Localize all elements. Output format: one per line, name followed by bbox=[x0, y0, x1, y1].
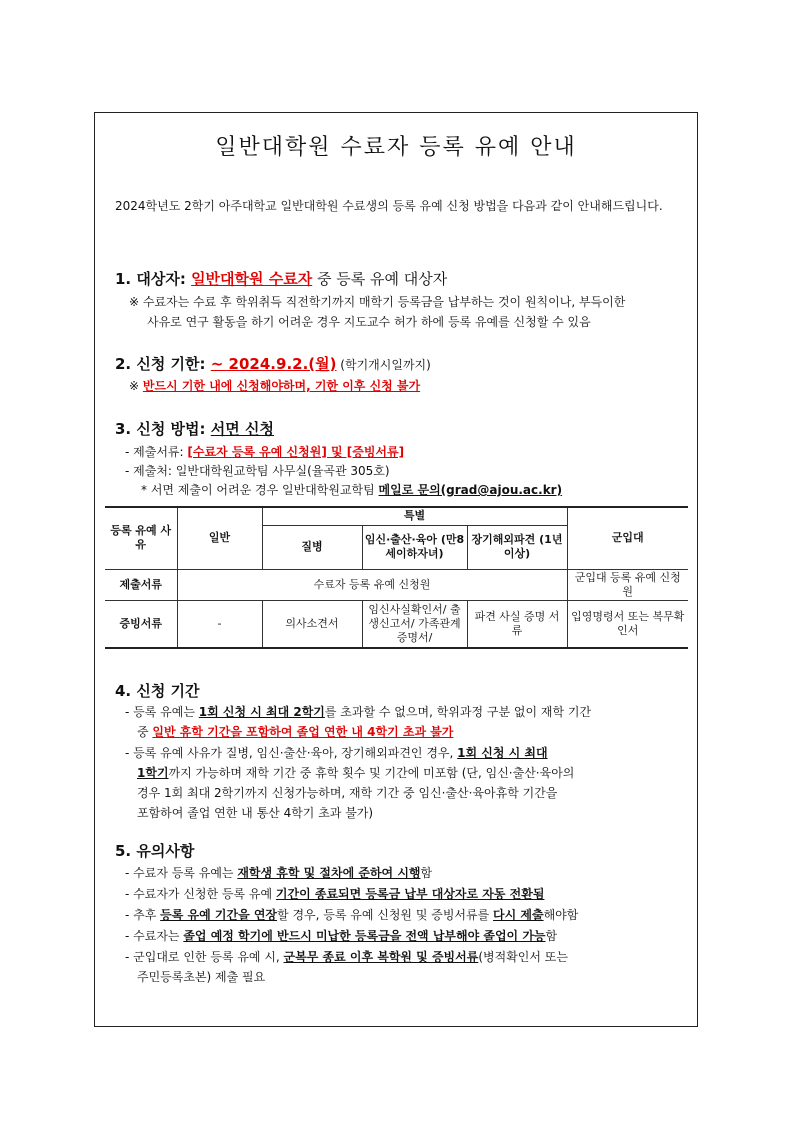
notice-frame bbox=[94, 112, 698, 1027]
section-5-heading: 5. 유의사항 bbox=[115, 842, 195, 860]
period-line-2 bbox=[137, 724, 453, 740]
section-1-note-2: 사유로 연구 활동을 하기 어려운 경우 지도교수 허가 하에 등록 유예를 신청할 수 있음 bbox=[147, 315, 591, 329]
section-1-label: 1. 대상자: bbox=[115, 270, 192, 288]
caution-2-b: 기간이 종료되면 등록금 납부 대상자로 자동 전환됨 bbox=[275, 887, 545, 901]
period-text-c: 를 초과할 수 없으며, 학위과정 구분 없이 재학 기간 bbox=[324, 705, 592, 719]
period-line-6: 포함하여 졸업 연한 내 통산 4학기 초과 불가) bbox=[137, 806, 374, 820]
row-proof-pregnancy: 임신사실확인서/ 출생신고서/ 가족관계증명서/ bbox=[362, 600, 467, 648]
page-title: 일반대학원 수료자 등록 유예 안내 bbox=[215, 135, 577, 160]
caution-3 bbox=[125, 907, 578, 923]
section-1-rest: 중 등록 유예 대상자 bbox=[312, 270, 448, 288]
caution-4-a: - 수료자는 bbox=[125, 929, 184, 943]
period-text-a: - 등록 유예는 bbox=[125, 705, 199, 719]
docs-label: - 제출서류: bbox=[125, 445, 188, 459]
row-submit-label: 제출서류 bbox=[105, 569, 177, 600]
header-abroad: 장기해외파견 (1년이상) bbox=[467, 525, 567, 569]
section-1-target: 일반대학원 수료자 bbox=[191, 270, 313, 288]
section-2-warning bbox=[129, 378, 420, 394]
header-special: 특별 bbox=[262, 507, 567, 525]
header-illness: 질병 bbox=[262, 525, 362, 569]
header-pregnancy: 임신·출산·육아 (만8세이하자녀) bbox=[362, 525, 467, 569]
intro-text: 2024학년도 2학기 아주대학교 일반대학원 수료생의 등록 유예 신청 방법을 다음과 같이 안내해드립니다. bbox=[115, 199, 663, 213]
row-proof-military: 입영명령서 또는 복무확인서 bbox=[567, 600, 688, 648]
caution-3-b: 등록 유예 기간을 연장 bbox=[160, 908, 278, 922]
section-3-heading bbox=[115, 419, 274, 439]
email-contact[interactable]: 메일로 문의(grad@ajou.ac.kr) bbox=[378, 483, 563, 497]
section-1-note-1: ※ 수료자는 수료 후 학위취득 직전학기까지 매학기 등록금을 납부하는 것이 원칙이나, 부득이한 bbox=[129, 295, 626, 309]
note-mark: ※ bbox=[129, 379, 143, 393]
caution-1-b: 재학생 휴학 및 절차에 준하여 시행 bbox=[237, 866, 421, 880]
caution-1 bbox=[125, 865, 432, 881]
section-4-heading: 4. 신청 기간 bbox=[115, 682, 200, 700]
header-reason: 등록 유예 사유 bbox=[105, 507, 177, 569]
row-proof-abroad: 파견 사실 증명 서류 bbox=[467, 600, 567, 648]
email-prefix: * 서면 제출이 어려운 경우 일반대학원교학팀 bbox=[141, 483, 379, 497]
special-text-a: - 등록 유예 사유가 질병, 임신·출산·육아, 장기해외파견인 경우, bbox=[125, 746, 458, 760]
caution-3-c: 할 경우, 등록 유예 신청원 및 증빙서류를 bbox=[277, 908, 494, 922]
row-submit-common: 수료자 등록 유예 신청원 bbox=[177, 569, 567, 600]
caution-3-e: 해야함 bbox=[543, 908, 579, 922]
period-line-3 bbox=[125, 745, 548, 761]
caution-5-a: - 군입대로 인한 등록 유예 시, bbox=[125, 950, 284, 964]
section-3-label: 3. 신청 방법: bbox=[115, 420, 211, 438]
caution-1-a: - 수료자 등록 유예는 bbox=[125, 866, 238, 880]
caution-5-cont: 주민등록초본) 제출 필요 bbox=[137, 970, 266, 984]
section-1-heading bbox=[115, 269, 447, 289]
header-general: 일반 bbox=[177, 507, 262, 569]
caution-4-b: 졸업 예정 학기에 반드시 미납한 등록금을 전액 납부해야 졸업이 가능 bbox=[183, 929, 546, 943]
period-text-d: 중 bbox=[137, 725, 153, 739]
period-max: 1회 신청 시 최대 2학기 bbox=[198, 705, 325, 719]
special-text-d: 까지 가능하며 재학 기간 중 휴학 횟수 및 기간에 미포함 (단, 임신·출산·육아의 bbox=[168, 766, 575, 780]
section-2-label: 2. 신청 기한: bbox=[115, 355, 211, 373]
special-max: 1회 신청 시 최대 bbox=[457, 746, 548, 760]
caution-2-a: - 수료자가 신청한 등록 유예 bbox=[125, 887, 276, 901]
deadline-note: (학기개시일까지) bbox=[336, 358, 431, 372]
caution-4 bbox=[125, 928, 557, 944]
caution-3-d: 다시 제출 bbox=[493, 908, 544, 922]
row-proof-label: 증빙서류 bbox=[105, 600, 177, 648]
caution-5-c: (병적확인서 또는 bbox=[478, 950, 568, 964]
header-military: 군입대 bbox=[567, 507, 688, 569]
application-method: 서면 신청 bbox=[210, 420, 274, 438]
documents-table bbox=[105, 506, 688, 649]
row-proof-illness: 의사소견서 bbox=[262, 600, 362, 648]
deadline-warning: 반드시 기한 내에 신청해야하며, 기한 이후 신청 불가 bbox=[142, 379, 421, 393]
submit-place: - 제출처: 일반대학원교학팀 사무실(율곡관 305호) bbox=[125, 464, 390, 478]
caution-2 bbox=[125, 886, 544, 902]
caution-4-c: 함 bbox=[545, 929, 558, 943]
section-2-heading bbox=[115, 354, 431, 375]
docs-line bbox=[125, 444, 404, 460]
caution-3-a: - 추후 bbox=[125, 908, 161, 922]
row-submit-military: 군입대 등록 유예 신청원 bbox=[567, 569, 688, 600]
docs-required: [수료자 등록 유예 신청원] 및 [증빙서류] bbox=[187, 445, 405, 459]
special-one-term: 1학기 bbox=[137, 766, 169, 780]
period-line-1 bbox=[125, 704, 591, 720]
caution-5-b: 군복무 종료 이후 복학원 및 증빙서류 bbox=[283, 950, 479, 964]
period-limit: 일반 휴학 기간을 포함하여 졸업 연한 내 4학기 초과 불가 bbox=[152, 725, 454, 739]
caution-5 bbox=[125, 949, 568, 965]
period-line-5: 경우 1회 최대 2학기까지 신청가능하며, 재학 기간 중 임신·출산·육아휴학 기간을 bbox=[137, 786, 558, 800]
email-line bbox=[141, 482, 562, 498]
period-line-4 bbox=[137, 765, 574, 781]
deadline-date: ~ 2024.9.2.(월) bbox=[210, 355, 337, 373]
caution-1-c: 함 bbox=[420, 866, 433, 880]
row-proof-general: - bbox=[177, 600, 262, 648]
